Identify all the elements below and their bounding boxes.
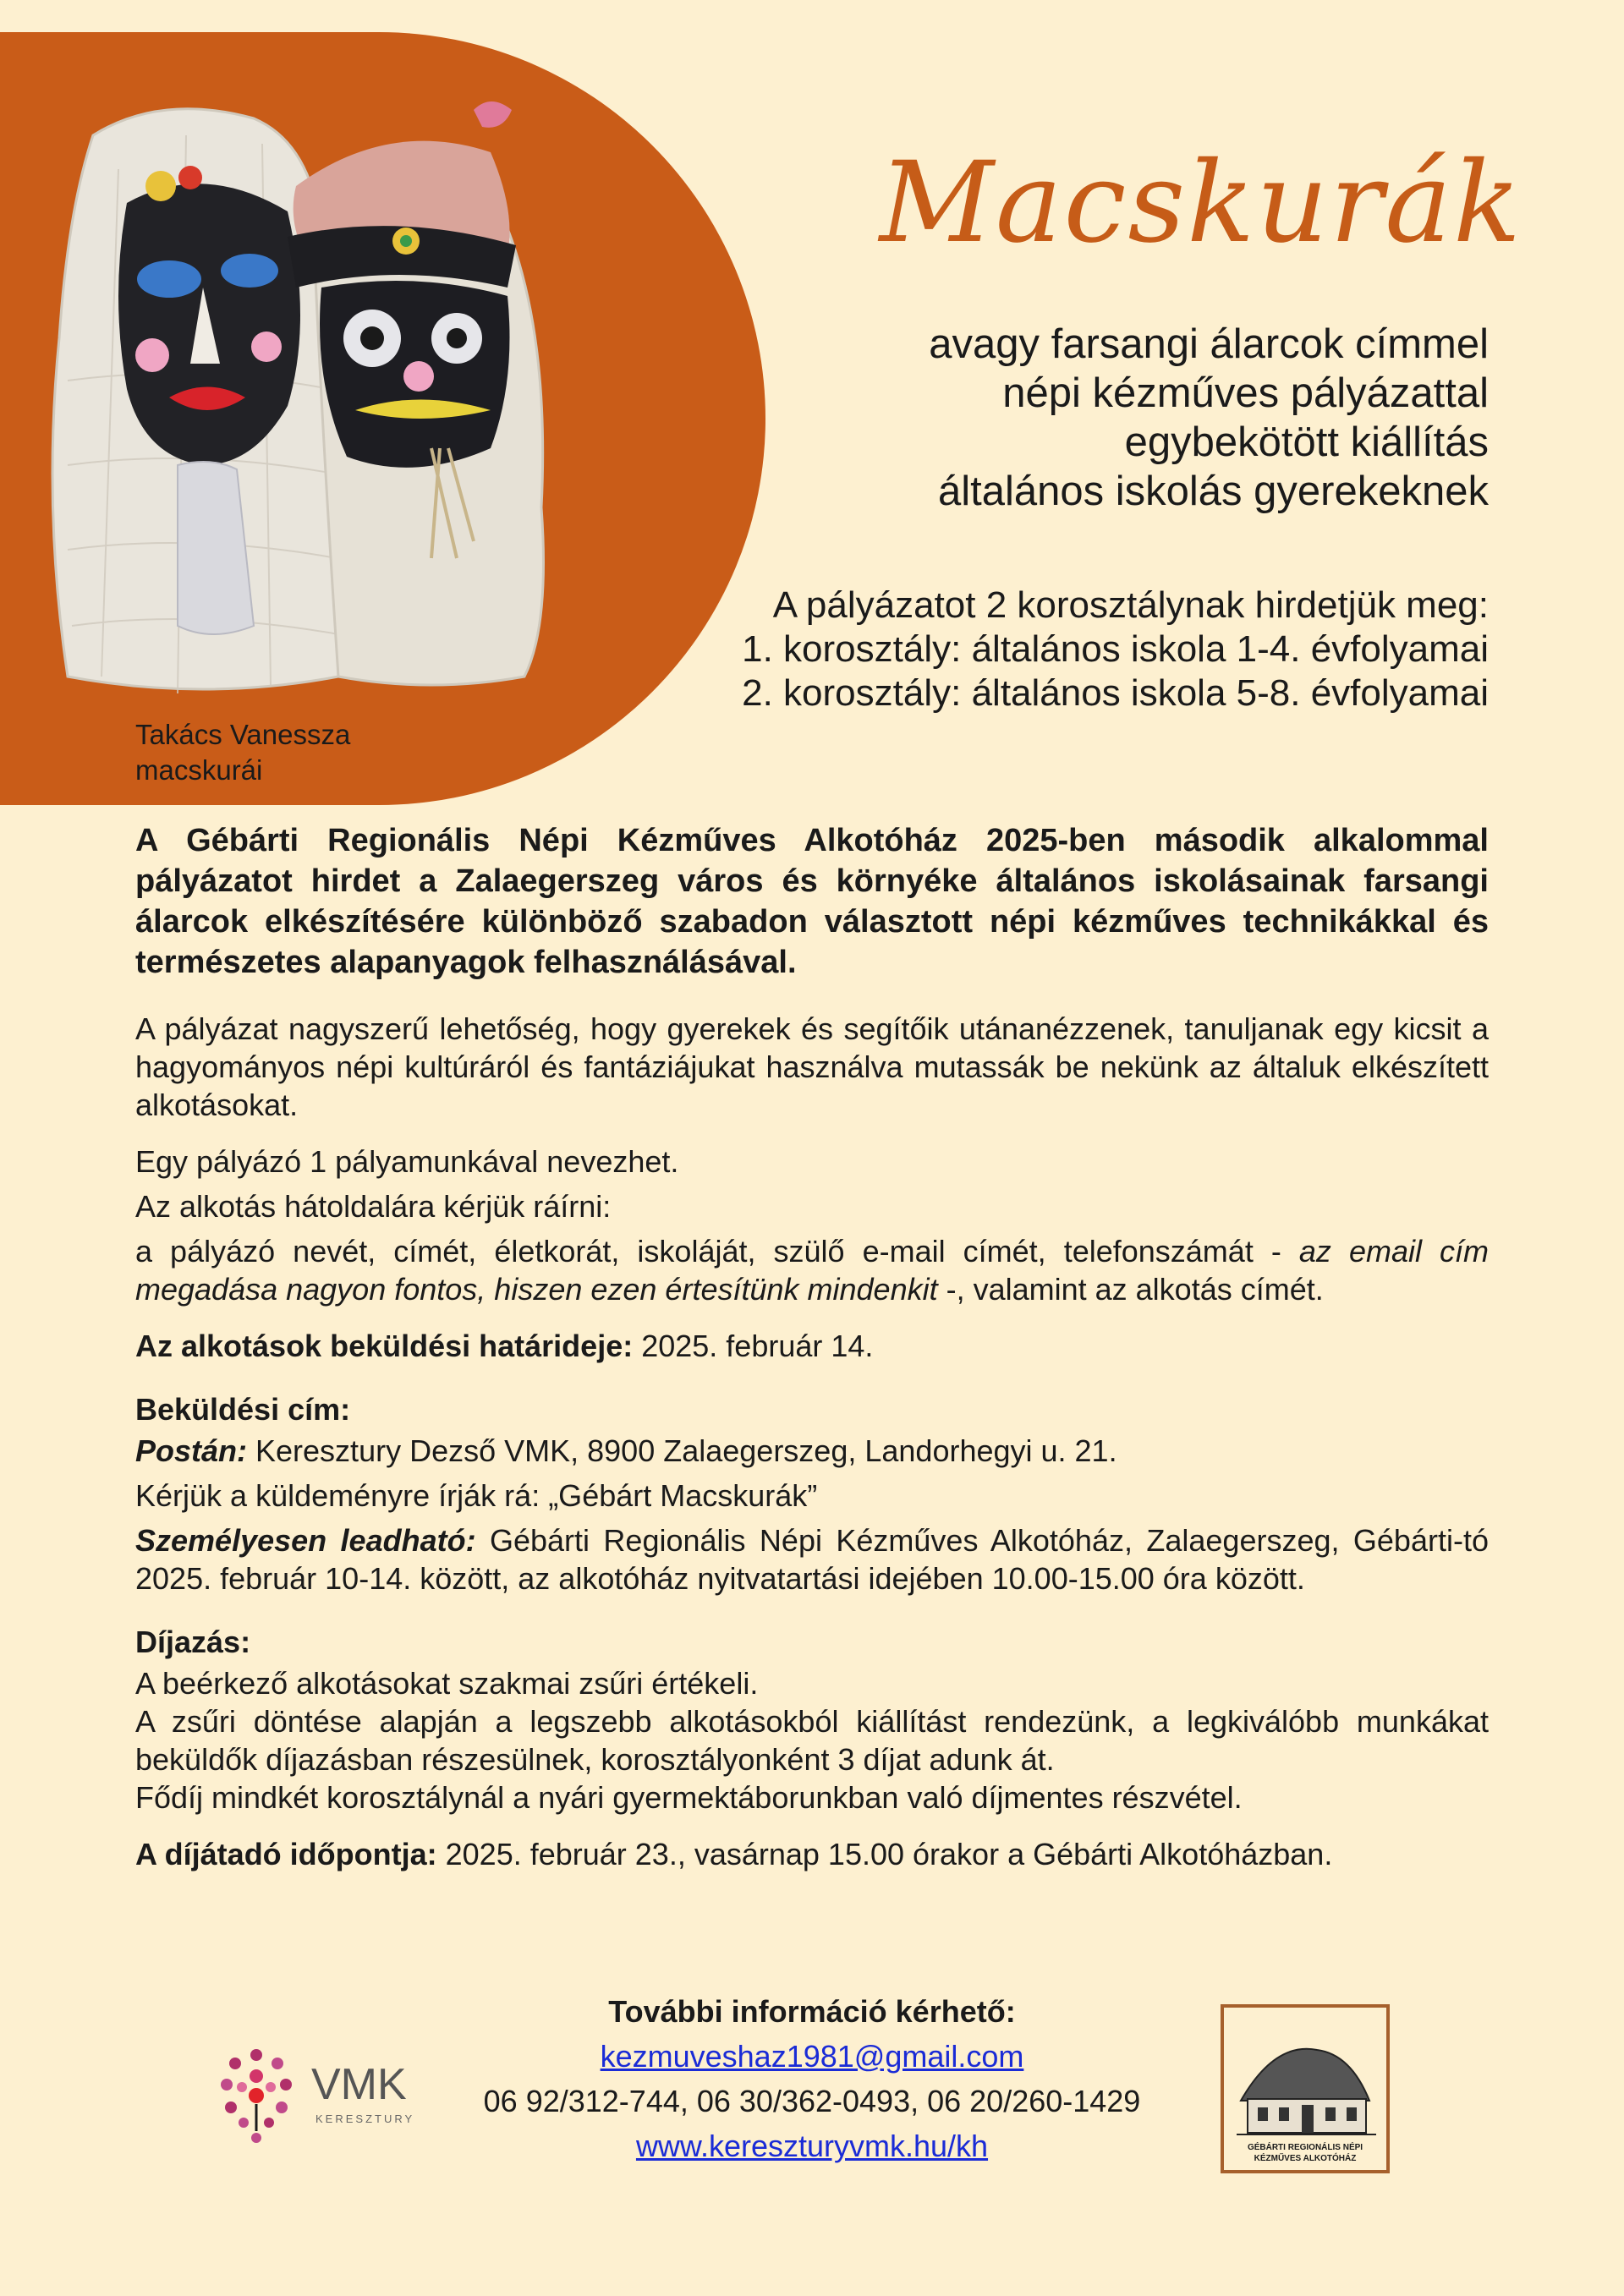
vmk-logo-sub: KERESZTURY — [315, 2112, 415, 2125]
in-person-value: Gébárti Regionális Népi Kézműves Alkotóház, Zalaegerszeg, Gébárti-tó 2025. február 10-14. között, az alkotóház nyitvatartási idejében 10.00-15.00 óra között. — [135, 1523, 1489, 1596]
rule-details-text: a pályázó nevét, címét, életkorát, iskoláját, szülő e-mail címét, telefonszámát - — [135, 1234, 1299, 1269]
dots-flower-icon — [221, 2049, 292, 2143]
post-note: Kérjük a küldeményre írják rá: „Gébárt Macskurák” — [135, 1478, 818, 1513]
rule-backside: Az alkotás hátoldalára kérjük ráírni: — [135, 1189, 612, 1224]
subtitle-line: általános iskolás gyerekeknek — [938, 469, 1489, 514]
in-person-delivery — [135, 1521, 1489, 1597]
awards-line: A beérkező alkotásokat szakmai zsűri értékeli. — [135, 1666, 759, 1701]
post-label: Postán: — [135, 1433, 248, 1468]
masks-photo — [34, 85, 609, 710]
contact-block — [389, 1989, 1235, 2168]
rule-details-end: -, valamint az alkotás címét. — [937, 1272, 1324, 1307]
email-link[interactable]: kezmuveshaz1981@gmail.com — [600, 2039, 1024, 2074]
phone-numbers: 06 92/312-744, 06 30/362-0493, 06 20/260-1429 — [483, 2084, 1141, 2118]
awards-heading: Díjazás: — [135, 1625, 251, 1659]
awards-line: Fődíj mindkét korosztálynál a nyári gyermektáborunkban való díjmentes részvétel. — [135, 1780, 1243, 1815]
subtitle — [761, 320, 1489, 516]
ceremony-value: 2025. február 23., vasárnap 15.00 órakor a Gébárti Alkotóházban. — [436, 1837, 1333, 1871]
website-link[interactable]: www.kereszturyvmk.hu/kh — [635, 2129, 989, 2163]
photo-caption-line1: Takács Vanessza — [135, 719, 351, 750]
page-title: Macskurák — [879, 138, 1522, 268]
body-text — [135, 820, 1489, 1892]
post-address — [135, 1432, 1489, 1470]
vmk-logo — [201, 2038, 421, 2156]
age-groups — [660, 584, 1489, 715]
info-heading: További információ kérhető: — [608, 1994, 1016, 2029]
house-logo-line1: GÉBÁRTI REGIONÁLIS NÉPI — [1247, 2143, 1363, 2152]
rule-details — [135, 1232, 1489, 1308]
photo-caption-line2: macskurái — [135, 754, 263, 786]
address-heading: Beküldési cím: — [135, 1392, 351, 1427]
deadline-label: Az alkotások beküldési határideje: — [135, 1329, 634, 1363]
alkotohaz-logo — [1221, 2004, 1390, 2173]
age-line: 2. korosztály: általános iskola 5-8. évfolyamai — [742, 672, 1489, 714]
ceremony-label: A díjátadó időpontja: — [135, 1837, 437, 1871]
age-line: 1. korosztály: általános iskola 1-4. évfolyamai — [742, 628, 1489, 670]
deadline — [135, 1327, 1489, 1365]
subtitle-line: avagy farsangi álarcok címmel — [929, 321, 1489, 367]
in-person-label: Személyesen leadható: — [135, 1523, 476, 1558]
lead-paragraph: A Gébárti Regionális Népi Kézműves Alkotóház 2025-ben második alkalommal pályázatot hirdet a Zalaegerszeg város és környéke általános iskolásainak farsangi álarcok elkészítésére különböző szabadon választott népi kézműves technikákkal és természetes alapanyagok felhasználásával. — [135, 823, 1489, 980]
ceremony — [135, 1835, 1489, 1873]
intro-paragraph: A pályázat nagyszerű lehetőség, hogy gyerekek és segítőik utánanézzenek, tanuljanak egy kicsit a hagyományos népi kultúráról és fantáziájukat használva mutassák be nekünk az általuk elkészített alkotásokat. — [135, 1011, 1489, 1122]
deadline-value: 2025. február 14. — [633, 1329, 874, 1363]
age-line: A pályázatot 2 korosztálynak hirdetjük meg: — [772, 584, 1489, 626]
subtitle-line: népi kézműves pályázattal — [1002, 370, 1489, 416]
photo-caption — [135, 717, 423, 788]
house-logo-line2: KÉZMŰVES ALKOTÓHÁZ — [1254, 2154, 1357, 2163]
post-value: Keresztury Dezső VMK, 8900 Zalaegerszeg, Landorhegyi u. 21. — [247, 1433, 1117, 1468]
vmk-logo-text: VMK — [311, 2060, 407, 2109]
subtitle-line: egybekötött kiállítás — [1124, 419, 1489, 465]
rule-entries: Egy pályázó 1 pályamunkával nevezhet. — [135, 1144, 679, 1179]
awards-line: A zsűri döntése alapján a legszebb alkotásokból kiállítást rendezünk, a legkiválóbb munkákat beküldők díjazásban részesülnek, korosztályonként 3 díjat adunk át. — [135, 1704, 1489, 1777]
rule-details-note: az email cím megadása nagyon fontos, hiszen ezen értesítünk mindenkit — [135, 1234, 1489, 1307]
house-icon — [1224, 2008, 1386, 2170]
